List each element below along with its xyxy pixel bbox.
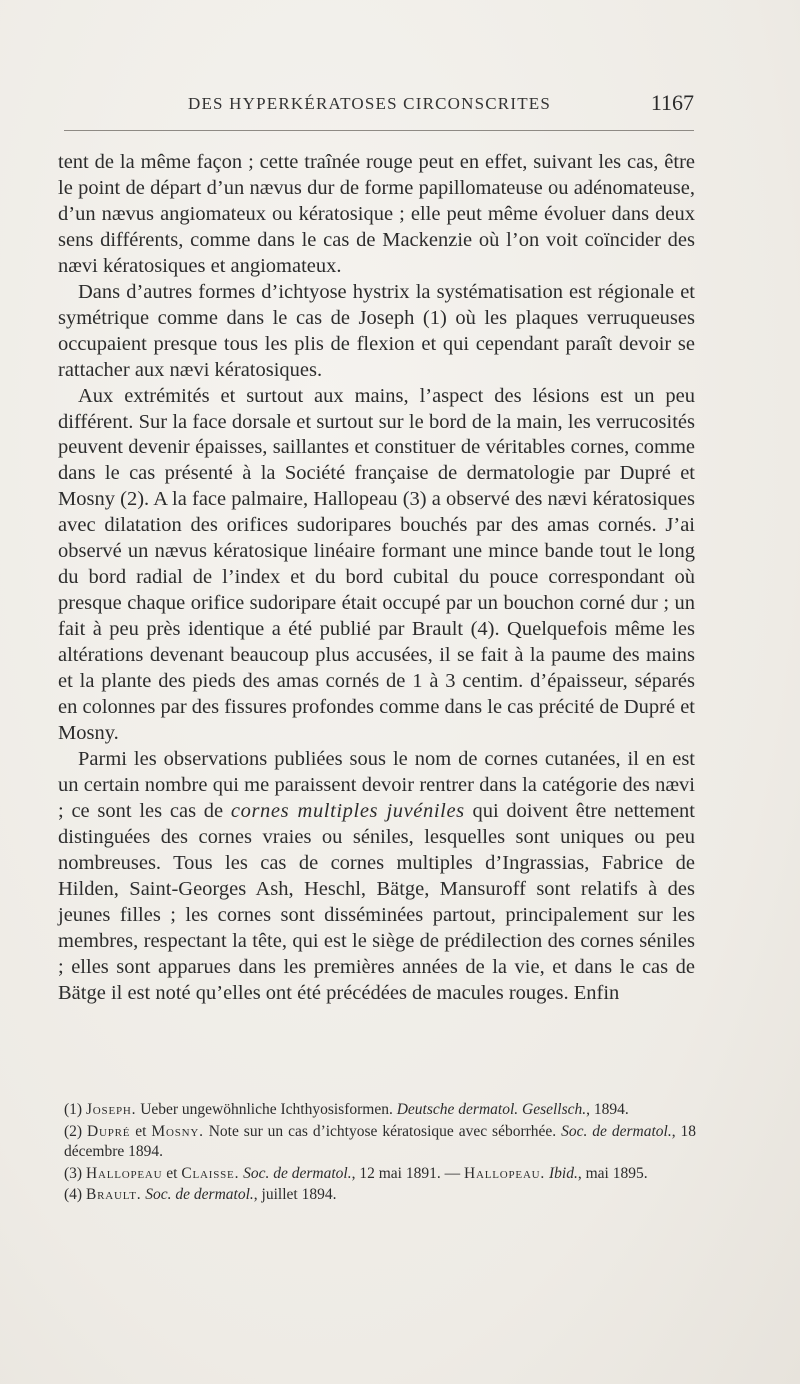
emphasized-term: cornes multiples juvéniles <box>230 799 465 822</box>
footnote-tail: , 18 décembre 1894. <box>64 1122 697 1160</box>
footnote-author: Hallopeau <box>85 1164 163 1182</box>
page-number: 1167 <box>650 90 694 115</box>
footnote-journal: Deutsche dermatol. Gesellsch. <box>396 1101 587 1118</box>
footnote-author: Joseph. <box>85 1101 137 1118</box>
footnote-number: (4) <box>64 1186 83 1203</box>
paragraph-2: Dans d’autres formes d’ichtyose hystrix la systématisation est régionale et symétrique comme dans le cas de Joseph (1) où les plaques verruqueuses occupaient presque tous les plis de flexion et qui cependant paraît devoir se rattacher aux nævi kératosiques. <box>58 280 695 381</box>
footnote-tail: , 1894. <box>586 1101 629 1118</box>
footnote-1 <box>64 1100 696 1121</box>
footnote-journal: Soc. de dermatol. <box>243 1164 352 1182</box>
footnote-connector: et <box>162 1164 182 1182</box>
footnote-connector: et <box>130 1122 152 1140</box>
footnote-author-2: Mosny. <box>151 1122 204 1140</box>
footnote-text: Note sur un cas d’ichtyose kératosique avec séborrhée. <box>203 1122 562 1140</box>
footnote-3 <box>64 1164 696 1185</box>
footnote-2 <box>64 1122 696 1163</box>
running-title: DES HYPERKÉRATOSES CIRCONSCRITES <box>188 94 552 113</box>
footnote-number: (1) <box>64 1101 83 1118</box>
footnote-ibid: Ibid. <box>548 1164 578 1182</box>
paragraph-4 <box>58 747 695 1007</box>
footnote-author: Dupré <box>87 1122 131 1140</box>
paragraph-3: Aux extrémités et surtout aux mains, l’aspect des lésions est un peu différent. Sur la face dorsale et surtout sur le bord de la main, les verrucosités peuvent devenir épaisses, saillantes et constituer de véritables cornes, comme dans le cas présenté à la Société française de dermatologie par Dupré et Mosny (2). A la face palmaire, Hallopeau (3) a observé des nævi kératosiques avec dilatation des orifices sudoripares bouchés par des amas cornés. J’ai observé un nævus kératosique linéaire formant une mince bande tout le long du bord radial de l’index et du bord cubital du pouce correspondant où presque chaque orifice sudoripare était occupé par un bouchon corné dur ; un fait à peu près identique a été publié par Brault (4). Quelquefois même les altérations devenant beaucoup plus accusées, il se fait à la paume des mains et la plante des pieds des amas cornés de 1 à 3 centim. d’épaisseur, séparés en colonnes par des fissures profondes comme dans le cas précité de Dupré et Mosny. <box>58 384 695 744</box>
footnote-text: Ueber ungewöhnliche Ichthyosisformen. <box>136 1101 397 1118</box>
paragraph-4-start: Parmi les observations publiées sous le nom de cornes cutanées, il en est un certain nombre qui me paraissent devoir rentrer dans la catégorie des nævi ; ce sont les cas de <box>58 747 695 822</box>
paragraph-4-end: qui doivent être nettement distinguées des cornes vraies ou séniles, lesquelles sont uniques ou peu nombreuses. Tous les cas de cornes multiples d’Ingrassias, Fabrice de Hilden, Saint-Georges Ash, Heschl, Bätge, Mansuroff sont relatifs à des jeunes filles ; les cornes sont disséminées partout, principalement sur les membres, respectant la tête, qui est le siège de prédilection des cornes séniles ; elles sont apparues dans les premières années de la vie, et dans le cas de Bätge il est noté qu’elles ont été précédées de macules rouges. Enfin <box>58 799 695 1004</box>
header-rule <box>64 130 694 131</box>
footnote-author: Brault. <box>85 1186 142 1203</box>
footnote-journal: Soc. de dermatol. <box>561 1122 672 1140</box>
footnote-tail-2: , mai 1895. <box>577 1164 648 1182</box>
footnote-author-2: Claisse. <box>181 1164 240 1182</box>
footnote-number: (3) <box>64 1164 83 1182</box>
body-text <box>58 150 695 1006</box>
footnotes <box>64 1100 696 1207</box>
footnote-tail: , juillet 1894. <box>253 1186 337 1203</box>
footnote-author-3: Hallopeau. <box>463 1164 546 1182</box>
footnote-tail: , 12 mai 1891. — <box>351 1164 464 1182</box>
paragraph-1: tent de la même façon ; cette traînée rouge peut en effet, suivant les cas, être le point de départ d’un nævus dur de forme papillomateuse ou adénomateuse, d’un nævus angiomateux ou kératosique ; elle peut même évoluer dans deux sens différents, comme dans le cas de Mackenzie où l’on voit coïncider des nævi kératosiques et angiomateux. <box>58 151 695 277</box>
page-header <box>58 90 694 118</box>
footnote-number: (2) <box>64 1122 83 1140</box>
footnote-4 <box>64 1185 696 1206</box>
footnote-journal: Soc. de dermatol. <box>145 1186 254 1203</box>
